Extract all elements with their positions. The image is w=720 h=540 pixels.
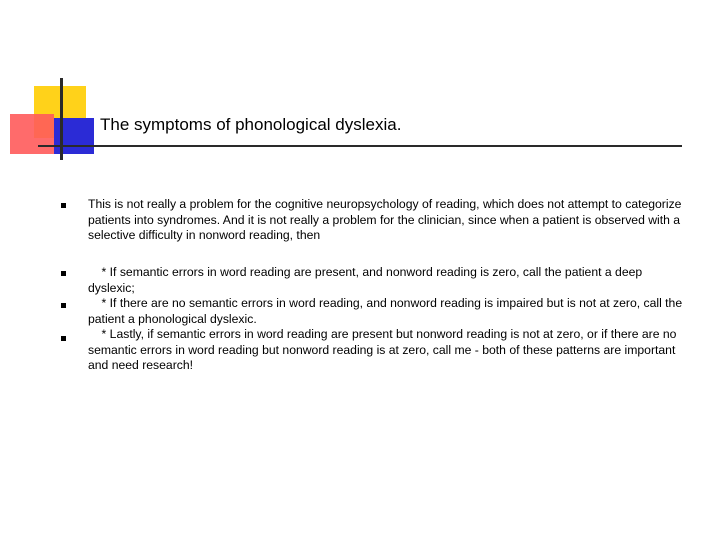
intro-paragraph: This is not really a problem for the cognitive neuropsychology of reading, which does not attempt to categorize patients into syndromes. And it is not really a problem for the clinician, since when a patient is observed with a selective difficulty in nonword reading, then (88, 197, 682, 242)
list-item: * Lastly, if semantic errors in word reading are present but nonword reading is not at zero, or if there are no semantic errors in word reading but nonword reading is at zero, call me - both of these patterns are important and need research! (88, 327, 680, 372)
list-item: * If there are no semantic errors in word reading, and nonword reading is impaired but is not at zero, call the patient a phonological dyslexic. (88, 296, 686, 326)
criteria-list (88, 265, 688, 374)
decor-vertical-line (60, 78, 63, 160)
bullet-marker (61, 303, 66, 308)
decor-red-square (10, 114, 54, 154)
bullet-marker (61, 271, 66, 276)
bullet-marker (61, 336, 66, 341)
title-underline (38, 145, 682, 147)
list-item: * If semantic errors in word reading are present, and nonword reading is zero, call the patient a deep dyslexic; (88, 265, 646, 295)
slide-title: The symptoms of phonological dyslexia. (100, 115, 402, 134)
bullet-marker (61, 203, 66, 208)
